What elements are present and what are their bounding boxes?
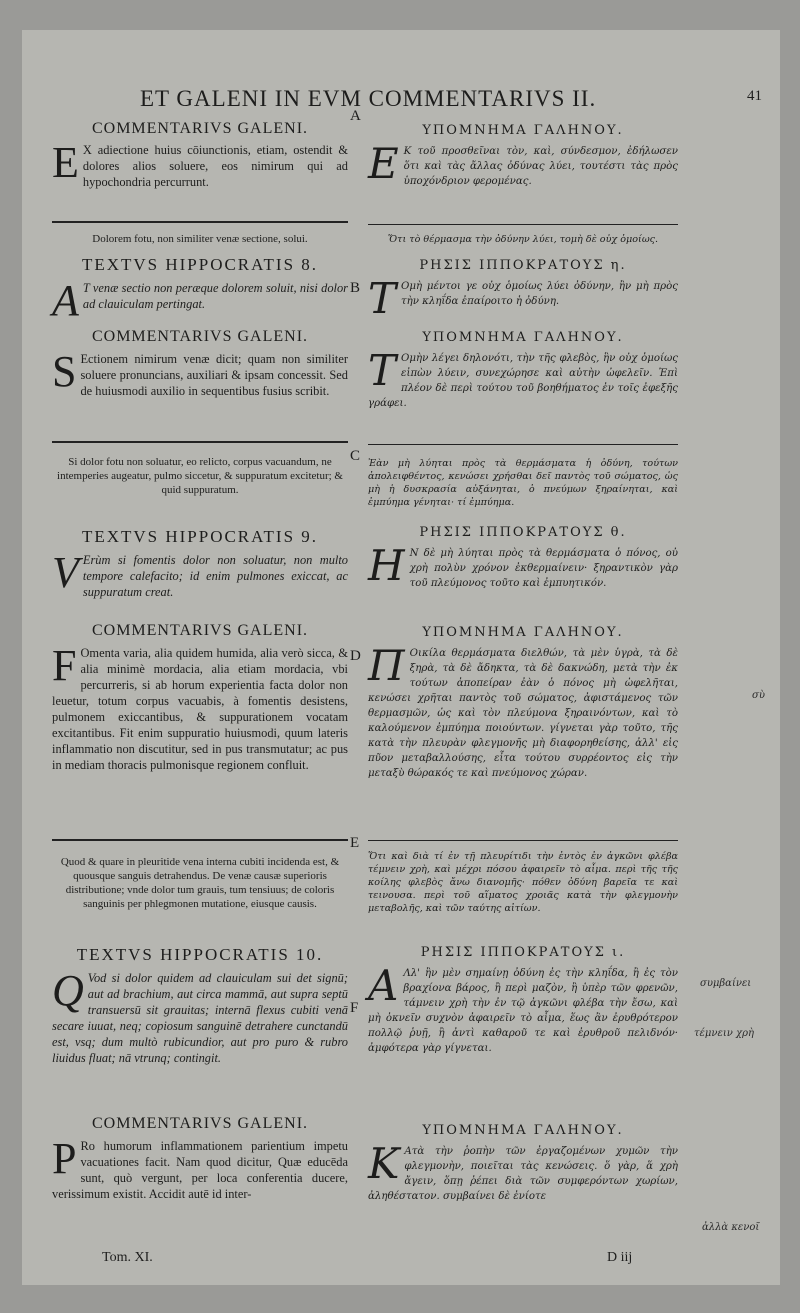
margin-letter-f: F <box>350 1000 359 1016</box>
latin-commentary-3 <box>52 622 348 773</box>
paragraph-text: Ομὴ μέντοι γε οὐχ ὁμοίως λύει ὀδύνην, ἢν μὴ πρὸς τὴν κληΐδα ἐπαίροιτο ἡ ὀδύνη. <box>401 281 678 307</box>
section-heading: COMMENTARIVS GALENI. <box>91 120 309 137</box>
drop-cap: P <box>52 1134 77 1183</box>
greek-commentary-2 <box>368 330 678 411</box>
summary-text: Si dolor fotu non soluatur, eo relicto, corpus vacuandum, ne intemperies augeatur, pulmo siccetur, & suppuratum excitetur; & quid suppuratum. <box>57 456 343 496</box>
section-heading: COMMENTARIVS GALENI. <box>91 328 309 345</box>
section-heading: TEXTVS HIPPOCRATIS 9. <box>81 527 319 546</box>
running-header: ET GALENI IN EVM COMMENTARIVS II. <box>140 86 597 111</box>
latin-summary-3 <box>52 855 348 911</box>
greek-summary-1 <box>368 233 678 246</box>
drop-cap: A <box>52 276 79 325</box>
latin-summary-2 <box>52 455 348 497</box>
margin-letter-b: B <box>350 280 361 296</box>
section-heading: TEXTVS HIPPOCRATIS 10. <box>76 945 324 964</box>
section-rule <box>52 833 348 849</box>
greek-text-10 <box>368 945 678 1056</box>
paragraph-text: Vod si dolor quidem ad clauiculam sui det signū; aut ad brachium, aut circa mammā, aut supra septū transuersū sit grauitas; internā flexus cubiti venā secare iuuat, neq; copiosum sanguinē detrahere cunctandū est, vsq; dum multò rubicundior, aut pro puro & rubro liuidus fluat; nā vtrunq; contingit. <box>52 971 348 1065</box>
drop-cap: V <box>52 548 79 597</box>
margin-note: συμβαίνει <box>700 978 752 989</box>
drop-cap: Α <box>368 961 399 1010</box>
summary-text: Ἐὰν μὴ λύηται πρὸς τὰ θερμάσματα ἡ ὀδύνη, τούτων ἀπολειφθέντος, κενώσει χρήσθαι δεῖ παντὸς τοῦ σώματος, ὡς μὴ ἡ δυσκρασία αὐξάνηται, ὁ πνεύμων ξηραίνηται, καὶ ἐμπύημα γένηται· τί ἐμπύημα. <box>368 458 678 508</box>
greek-summary-3 <box>368 850 678 915</box>
greek-commentary-1 <box>368 123 678 189</box>
summary-text: Ὅτι καὶ διὰ τί ἐν τῇ πλευρίτιδι τὴν ἐντὸς ἐν ἀγκῶνι φλέβα τέμνειν χρὴ, καὶ μέχρι πόσου ἀφαιρεῖν τὸ αἷμα. περὶ τῆς τῆς κοίλης φλεβὸς ἄνω διανομῆς· πόθεν ὀδύνη βαρεῖα τε καὶ τεινουσα. περὶ τοῦ αἵματος χροιᾶς κατὰ τὴν φλεγμονὴν μεταβολῆς, καὶ τῶν ταύτης αἰτίων. <box>368 851 678 914</box>
section-rule <box>52 435 348 451</box>
summary-text: Quod & quare in pleuritide vena interna cubiti incidenda est, & quousque sanguis detrahendus. De venæ causæ superioris distributione; vnde dolor tum grauis, tum tensiuus; de coloris sanguinis per phlegmonen mutatione, eiusque causis. <box>60 856 340 910</box>
drop-cap: F <box>52 641 77 690</box>
section-heading: ΥΠΟΜΝΗΜΑ ΓΑΛΗΝΟΥ. <box>422 1123 624 1138</box>
sheet-signature: D iij <box>607 1250 633 1265</box>
greek-text-8 <box>368 258 678 323</box>
paragraph-text: Ν δὲ μὴ λύηται πρὸς τὰ θερμάσματα ὁ πόνος, οὐ χρὴ πολὺν χρόνον ἐκθερμαίνειν· ξηραντικὸν γὰρ τοῦ πλεύμονος τοῦτο καὶ ἐμπυητικόν. <box>409 548 678 589</box>
section-rule <box>368 217 678 232</box>
greek-text-9 <box>368 525 678 591</box>
paragraph-text: Omenta varia, alia quidem humida, alia verò sicca, & alia minimè mordacia, alia etiam mordacia, vbi percurreris, si ab horum experientia facta dolor non leuetur, totum corpus vacuabis, à fomentis desistens, pulmonem exiccantibus, & suppurationem vocatam excitantibus. Fit enim suppuratio huiusmodi, quum lateris inflammatio non discutitur, sed in pus transmutatur; ac pus in mediam thoracis pulmonisque regionem confluit. <box>52 646 348 772</box>
section-heading: COMMENTARIVS GALENI. <box>91 1115 309 1132</box>
paragraph-text: Λλ' ἢν μὲν σημαίνῃ ὀδύνη ἐς τὴν κληΐδα, ἢ ἐς τὸν βραχίονα βάρος, ἢ περὶ μαζὸν, ἢ ὑπὲρ τῶν φρενῶν, τάμνειν χρὴ τὴν ἐν τῷ ἀγκῶνι φλέβα τὴν ἔσω, καὶ μὴ ὀκνεῖν συχνὸν ἀφαιρεῖν τὸ αἷμα, ἕως ἂν ἐρυθρότερον πολλῷ ῥυῇ, ἢ ἀντὶ καθαροῦ τε καὶ ἐρυθροῦ πελιδνόν· ἀμφότερα γὰρ γίγνεται. <box>368 968 678 1054</box>
section-rule <box>368 437 678 452</box>
paragraph-text: Ro humorum inflammationem parientium impetu vacuationes facit. Nam quod dicitur, Quæ educēda sunt, quò vergunt, per loca conferentia ducere, verissimum existit. Accidit autē id inter- <box>52 1139 348 1201</box>
section-rule <box>52 215 348 231</box>
latin-text-8 <box>52 255 348 325</box>
drop-cap: S <box>52 347 77 396</box>
drop-cap: Π <box>368 641 405 690</box>
margin-letter-c: C <box>350 448 361 464</box>
latin-commentary-1 <box>52 120 348 190</box>
margin-note: σὺ <box>752 690 765 701</box>
paragraph-text: Ατὰ τὴν ῥοπὴν τῶν ἐργαζομένων χυμῶν τὴν φλεγμονὴν, ποιεῖται τὰς κενώσεις. ὅ γὰρ, ἅ χρὴ ἄγειν, ὅπῃ ῥέπει διὰ τῶν συμφερόντων χωρίων, ἀληθέστατον. συμβαίνει δὲ ἐνίοτε <box>368 1146 678 1202</box>
latin-text-9 <box>52 527 348 600</box>
latin-commentary-4 <box>52 1115 348 1202</box>
greek-commentary-3 <box>368 625 678 781</box>
section-heading: COMMENTARIVS GALENI. <box>91 622 309 639</box>
paragraph-text: Κ τοῦ προσθεῖναι τὸν, καὶ, σύνδεσμον, ἐδήλωσεν ὅτι καὶ τὰς ἄλλας ὀδύνας λύει, τουτέστι τὰς πρὸς ὑποχόνδριον φερομένας. <box>403 146 678 187</box>
page-number: 41 <box>747 88 762 104</box>
margin-note: ἀλλὰ κενοῖ <box>702 1222 760 1233</box>
drop-cap: E <box>52 138 79 187</box>
section-heading: TEXTVS HIPPOCRATIS 8. <box>81 255 319 274</box>
drop-cap: Ε <box>368 139 399 188</box>
drop-cap: Η <box>368 541 405 590</box>
section-heading: ΡΗΣΙΣ ΙΠΠΟΚΡΑΤΟΥΣ ι. <box>420 945 626 960</box>
drop-cap: Q <box>52 966 84 1015</box>
summary-text: Ὅτι τὸ θέρμασμα τὴν ὀδύνην λύει, τομὴ δὲ οὐχ ὁμοίως. <box>387 234 659 245</box>
section-heading: ΡΗΣΙΣ ΙΠΠΟΚΡΑΤΟΥΣ θ. <box>419 525 627 540</box>
margin-letter-a: A <box>350 108 361 124</box>
section-heading: ΥΠΟΜΝΗΜΑ ΓΑΛΗΝΟΥ. <box>422 330 624 345</box>
summary-text: Dolorem fotu, non similiter venæ sectione, solui. <box>92 233 308 245</box>
section-heading: ΥΠΟΜΝΗΜΑ ΓΑΛΗΝΟΥ. <box>422 123 624 138</box>
margin-letter-e: E <box>350 835 360 851</box>
section-rule <box>368 833 678 848</box>
latin-commentary-2 <box>52 328 348 399</box>
latin-text-10 <box>52 945 348 1066</box>
paragraph-text: T venæ sectio non peræque dolorem soluit, nisi dolor ad clauiculam pertingat. <box>82 281 348 311</box>
paragraph-text: Οικίλα θερμάσματα διελθών, τὰ μὲν ὑγρὰ, τὰ δὲ ξηρὰ, τὰ δὲ ἄδηκτα, τὰ δὲ δακνώδη, μετὰ τὴν ἐκ τούτων ἀποπείραν ἐὰν ὁ πόνος μὴ ὠφελῆται, κενώσει χρῆται παντὸς τοῦ σώματος, ἀφιστάμενος τῶν θερμασμῶν, ὡς καὶ τὸν πλεύμονα ξηραινόντων, καὶ τὸ καλούμενον ἐμπύημα ποιούντων. γίγνεται γὰρ τοῦτο, τῆς κατὰ τὴν πλευρὰν φλεγμονῆς μὴ διαφορηθείσης, ἀλλ' εἰς πῦον μεταβαλλούσης, εἶτα τούτου συρρέοντος εἰς τὴν μεταξὺ θώρακός τε καὶ πνεύμονος χώραν. <box>368 648 678 779</box>
section-heading: ΥΠΟΜΝΗΜΑ ΓΑΛΗΝΟΥ. <box>422 625 624 640</box>
margin-letter-d: D <box>350 648 361 664</box>
drop-cap: Τ <box>368 274 397 323</box>
drop-cap: Τ <box>368 346 397 395</box>
paragraph-text: Ομὴν λέγει δηλονότι, τὴν τῆς φλεβὸς, ἣν οὐχ ὁμοίως εἰπὼν λύειν, συνεχώρησε καὶ αὐτὴν ὠφελεῖν. Ἐπὶ πλέον δὲ περὶ τούτου τοῦ βοηθήματος ἐν τοῖς ἐφεξῆς γράφει. <box>368 353 678 409</box>
section-heading: ΡΗΣΙΣ ΙΠΠΟΚΡΑΤΟΥΣ η. <box>419 258 627 273</box>
greek-commentary-4 <box>368 1123 678 1204</box>
paragraph-text: Ectionem nimirum venæ dicit; quam non similiter soluere pronuncians, auxiliari & ipsam concessit. Sed de huiusmodi auxilio in sequentibus fusius scribit. <box>80 352 348 398</box>
margin-note: τέμνειν χρὴ <box>694 1028 754 1039</box>
paragraph-text: Erùm si fomentis dolor non soluatur, non multo tempore calefacito; id enim pulmones exiccat, ac suppuratum creat. <box>82 553 348 599</box>
paragraph-text: X adiectione huius cōiunctionis, etiam, ostendit & dolores alios soluere, eos nimirum qui ad hypochondria percurrunt. <box>82 143 348 189</box>
greek-summary-2 <box>368 457 678 509</box>
volume-signature: Tom. XI. <box>102 1250 153 1265</box>
drop-cap: Κ <box>368 1139 400 1188</box>
latin-summary-1 <box>52 232 348 246</box>
